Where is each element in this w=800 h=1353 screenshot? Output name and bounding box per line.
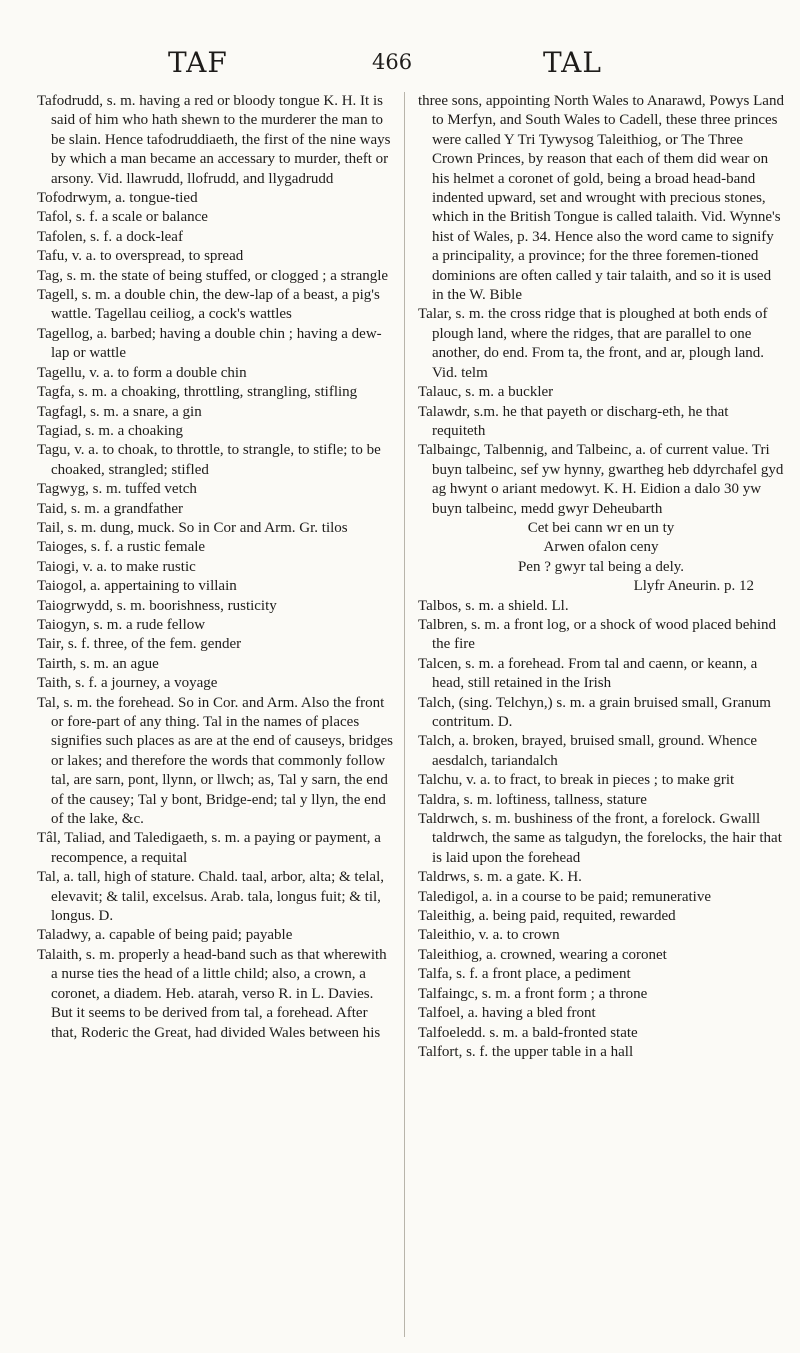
entry-taldrwch: Taldrwch, s. m. bushiness of the front, a forelock. Gwalll taldrwch, the same as talgudyn, the forelocks, the hair that is laid upon the forehead <box>418 811 782 866</box>
entry-talfort: Talfort, s. f. the upper table in a hall <box>418 1043 634 1060</box>
entry-tafu: Tafu, v. a. to overspread, to spread <box>37 248 244 265</box>
entry-talch-noun: Talch, (sing. Telchyn,) s. m. a grain bruised small, Granum contritum. D. <box>418 694 771 730</box>
entry-tag: Tag, s. m. the state of being stuffed, or clogged ; a strangle <box>37 267 389 284</box>
entry-tagfagl: Tagfagl, s. m. a snare, a gin <box>37 403 202 420</box>
header-left-guideword: TAF <box>168 46 228 79</box>
verse-citation: Llyfr Aneurin. p. 12 <box>633 578 754 595</box>
entry-taleithig: Taleithig, a. being paid, requited, rewarded <box>418 908 676 925</box>
column-divider <box>404 92 405 1337</box>
entry-talauc: Talauc, s. m. a buckler <box>418 384 554 401</box>
entry-tal-tall: Tal, a. tall, high of stature. Chald. taal, arbor, alta; & telal, elevavit; & talil, excelsus. Arab. tala, longus fuit; & til, longus. D. <box>37 869 384 925</box>
entry-tairth: Tairth, s. m. an ague <box>37 655 159 672</box>
entry-tagwyg: Tagwyg, s. m. tuffed vetch <box>37 481 197 498</box>
entry-taldrws: Taldrws, s. m. a gate. K. H. <box>418 869 582 886</box>
entry-talaith: Talaith, s. m. properly a head-band such as that wherewith a nurse ties the head of a little child; also, a crown, a coronet, a diadem. Heb. atarah, verso R. in L. Davies. But it seems to be derived from tal, a forehead. After that, Roderic the Great, had divided Wales between his <box>37 946 387 1041</box>
entry-talawdr: Talawdr, s.m. he that payeth or discharg-eth, he that requiteth <box>418 403 729 439</box>
verse-line-2: Arwen ofalon ceny <box>543 539 659 556</box>
entry-tal-payment: Tâl, Taliad, and Taledigaeth, s. m. a paying or payment, a recompence, a requital <box>37 830 381 866</box>
entry-talar: Talar, s. m. the cross ridge that is ploughed at both ends of plough land, where the ridges, that are parallel to one another, do end. From ta, the front, and ar, plough land. Vid. telm <box>418 306 768 381</box>
entry-tafodrudd: Tafodrudd, s. m. having a red or bloody tongue K. H. It is said of him who hath shewn to the murderer the man to be slain. Hence tafodruddiaeth, the first of the nine ways by which a man became an accessary to murder, theft or arsony. Vid. llawrudd, llofrudd, and llygadrudd <box>37 93 391 187</box>
entry-talbaingc: Talbaingc, Talbennig, and Talbeinc, a. of current value. Tri buyn talbeinc, sef yw hynny, gwartheg heb ddyrchafel gyd ag hwynt o ariant medowyt. K. H. Eidion a dalo 30 yw buyn talbeinc, medd gwyr Deheubarth <box>418 442 784 517</box>
entry-talch-adj: Talch, a. broken, brayed, bruised small, ground. Whence aesdalch, tariandalch <box>418 733 757 769</box>
page-header <box>0 46 800 86</box>
entry-tafol: Tafol, s. f. a scale or balance <box>37 209 208 226</box>
entry-tal-forehead: Tal, s. m. the forehead. So in Cor. and Arm. Also the front or fore-part of any thing. Tal in the names of places signifies such places as are at the end of causeys, bridges or lakes; and therefore the words that commonly follow tal, are sarn, pont, llynn, or llwch; as, Tal y sarn, the end of the causey; Tal y bont, Bridge-end; tal y llyn, the end of the lake, &c. <box>37 694 393 828</box>
entry-taith: Taith, s. f. a journey, a voyage <box>37 675 218 692</box>
entry-tail: Tail, s. m. dung, muck. So in Cor and Arm. Gr. tilos <box>37 519 348 536</box>
entry-talbren: Talbren, s. m. a front log, or a shock of wood placed behind the fire <box>418 616 777 653</box>
page-number: 466 <box>372 50 413 74</box>
left-column <box>37 92 395 1043</box>
entry-taiogol: Taiogol, a. appertaining to villain <box>37 578 237 595</box>
entry-talfoel: Talfoel, a. having a bled front <box>418 1005 596 1022</box>
entry-taiogi: Taiogi, v. a. to make rustic <box>37 558 196 575</box>
entry-tagiad: Tagiad, s. m. a choaking <box>37 422 183 439</box>
entry-tagfa: Tagfa, s. m. a choaking, throttling, strangling, stifling <box>37 384 358 401</box>
entry-taiogyn: Taiogyn, s. m. a rude fellow <box>37 616 206 633</box>
entry-talbos: Talbos, s. m. a shield. Ll. <box>418 597 569 614</box>
entry-taldra: Taldra, s. m. loftiness, tallness, stature <box>418 791 647 808</box>
verse-line-3: Pen ? gwyr tal being a dely. <box>517 558 685 575</box>
entry-talfa: Talfa, s. f. a front place, a pediment <box>418 966 631 983</box>
entry-tair: Tair, s. f. three, of the fem. gender <box>37 636 242 653</box>
entry-taioges: Taioges, s. f. a rustic female <box>37 539 206 556</box>
entry-taleithio: Taleithio, v. a. to crown <box>418 927 560 944</box>
verse-line-1: Cet bei cann wr en un ty <box>527 519 675 536</box>
entry-talcen: Talcen, s. m. a forehead. From tal and caenn, or keann, a head, still retained in the Irish <box>418 655 758 692</box>
entry-talchu: Talchu, v. a. to fract, to break in pieces ; to make grit <box>418 772 735 789</box>
header-right-guideword: TAL <box>543 46 602 79</box>
entry-tafolen: Tafolen, s. f. a dock-leaf <box>37 228 183 245</box>
entry-tagell: Tagell, s. m. a double chin, the dew-lap of a beast, a pig's wattle. Tagellau ceiliog, a cock's wattles <box>37 287 380 323</box>
entry-talfaingc: Talfaingc, s. m. a front form ; a throne <box>418 985 648 1002</box>
entry-taladwy: Taladwy, a. capable of being paid; payable <box>37 927 293 944</box>
entry-tagellu: Tagellu, v. a. to form a double chin <box>37 364 247 381</box>
entry-tagu: Tagu, v. a. to choak, to throttle, to strangle, to stifle; to be choaked, strangled; stifled <box>37 442 381 478</box>
entry-tagellog: Tagellog, a. barbed; having a double chin ; having a dew-lap or wattle <box>37 325 382 362</box>
entry-taiogrwydd: Taiogrwydd, s. m. boorishness, rusticity <box>37 597 277 614</box>
entry-talfoeledd: Talfoeledd. s. m. a bald-fronted state <box>418 1024 638 1041</box>
entry-taleithiog: Taleithiog, a. crowned, wearing a coronet <box>418 946 667 963</box>
right-column <box>418 92 784 1062</box>
entry-tofodrwym: Tofodrwym, a. tongue-tied <box>37 190 198 207</box>
entry-taledigol: Taledigol, a. in a course to be paid; remunerative <box>418 888 712 905</box>
entry-talaith-continued: three sons, appointing North Wales to Anarawd, Powys Land to Merfyn, and South Wales to Cadell, these three princes were called Y Tri Tywysog Taleithiog, or The Three Crown Princes, by reason that each of them did wear on his helmet a coronet of gold, being a broad head-band indented upward, set and wrought with precious stones, which in the British Tongue is called talaith. Vid. Wynne's hist of Wales, p. 34. Hence also the word came to signify a principality, a province; for the three foremen-tioned dominions are often called y tair talaith, and so it is used in the W. Bible <box>418 93 784 304</box>
entry-taid: Taid, s. m. a grandfather <box>37 500 183 517</box>
